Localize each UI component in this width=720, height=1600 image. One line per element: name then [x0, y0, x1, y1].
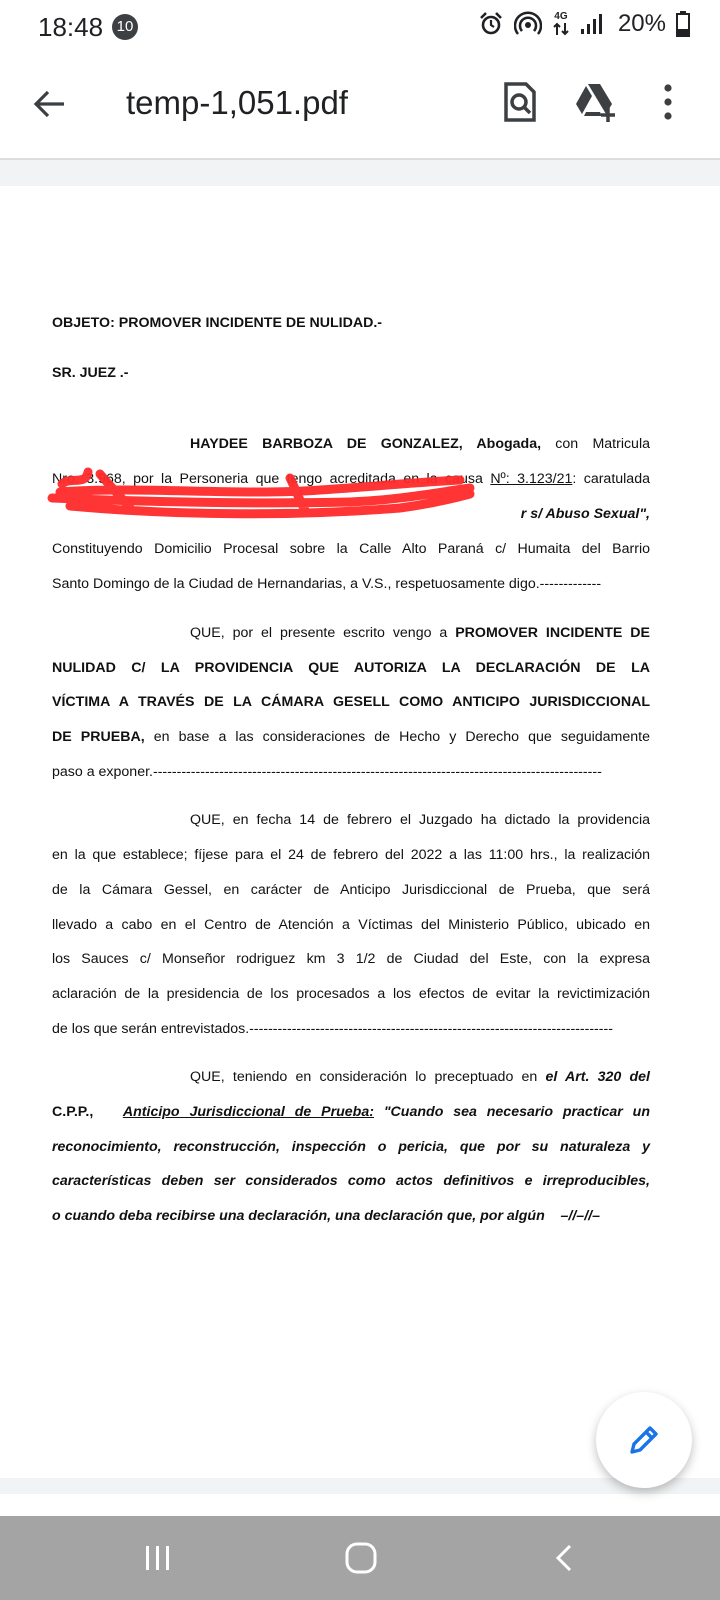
doc-line: llevado a cabo en el Centro de Atención a Víctimas del Ministerio Público, ubicado en [52, 917, 650, 933]
doc-line: QUE, en fecha 14 de febrero el Juzgado ha dictado la providencia [190, 812, 650, 828]
more-vert-icon [646, 80, 690, 124]
battery-icon [676, 11, 690, 37]
add-to-drive-button[interactable] [574, 80, 618, 124]
doc-line: QUE, por el presente escrito vengo a PROMOVER INCIDENTE DE [190, 625, 650, 641]
doc-line: DE PRUEBA, en base a las consideraciones de Hecho y Derecho que seguidamente [52, 729, 650, 745]
recents-icon [143, 1544, 173, 1572]
signal-icon [580, 13, 604, 35]
doc-line: QUE, teniendo en consideración lo preceptuado en el Art. 320 del [190, 1069, 651, 1085]
doc-line: VÍCTIMA A TRAVÉS DE LA CÁMARA GESELL COMO ANTICIPO JURISDICCIONAL [52, 694, 650, 710]
doc-line: características deben ser considerados como actos definitivos e irreproducibles, [52, 1173, 650, 1189]
doc-line: de la Cámara Gessel, en carácter de Anticipo Jurisdiccional de Prueba, que será [52, 882, 650, 898]
alarm-icon [478, 11, 504, 37]
find-in-document-button[interactable] [498, 80, 542, 124]
file-title: temp-1,051.pdf [126, 84, 348, 121]
doc-line: SR. JUEZ .- [52, 365, 129, 381]
pdf-viewer[interactable] [0, 160, 720, 1516]
doc-line: NULIDAD C/ LA PROVIDENCIA QUE AUTORIZA LA DECLARACIÓN DE LA [52, 660, 650, 676]
back-arrow-icon [30, 84, 70, 124]
doc-line: HAYDEE BARBOZA DE GONZALEZ, Abogada, con Matricula [190, 436, 650, 452]
doc-line: o cuando deba recibirse una declaración, una declaración que, por algún –//–//– [52, 1208, 600, 1224]
search-document-icon [498, 80, 542, 124]
recent-apps-button[interactable] [134, 1534, 182, 1582]
hotspot-icon [514, 11, 542, 37]
doc-line: reconocimiento, reconstrucción, inspección o pericia, que por su naturaleza y [52, 1139, 650, 1155]
status-icons [478, 10, 690, 38]
doc-line: paso a exponer.----------------------------------------------------------------------------------------------- [52, 764, 602, 780]
home-button[interactable] [337, 1534, 385, 1582]
doc-line: OBJETO: PROMOVER INCIDENTE DE NULIDAD.- [52, 315, 383, 331]
doc-line: de los que serán entrevistados.----------------------------------------------------------------------------- [52, 1021, 613, 1037]
back-button[interactable] [30, 84, 70, 124]
pencil-icon [626, 1422, 662, 1458]
navigation-bar [0, 1516, 720, 1600]
pdf-page [0, 186, 720, 1478]
back-chevron-icon [552, 1543, 576, 1573]
drive-add-icon [574, 80, 618, 124]
doc-line: los Sauces c/ Monseñor rodriguez km 3 1/2 de Ciudad del Este, con la expresa [52, 951, 650, 967]
more-options-button[interactable] [646, 80, 690, 124]
next-pdf-page-edge [0, 1494, 720, 1516]
doc-line: Santo Domingo de la Ciudad de Hernandarias, a V.S., respetuosamente digo.------------- [52, 576, 602, 592]
doc-line: r s/ Abuso Sexual", [520, 506, 650, 522]
status-time: 18:48 [38, 12, 104, 42]
home-icon [344, 1541, 378, 1575]
network-type-icon: 4G [552, 12, 570, 36]
doc-line: Constituyendo Domicilio Procesal sobre la Calle Alto Paraná c/ Humaita del Barrio [52, 541, 650, 557]
edit-button[interactable] [596, 1392, 692, 1488]
redaction-scribble [0, 186, 720, 586]
doc-line: Nro. 3.968, por la Personeria que tengo acreditada en la causa Nº: 3.123/21: caratulada [52, 471, 650, 487]
doc-line: aclaración de la presidencia de los procesados a los efectos de evitar la revictimización [52, 986, 650, 1002]
battery-percent: 20% [617, 10, 666, 37]
notification-count-badge: 10 [112, 14, 138, 40]
doc-line: C.P.P., Anticipo Jurisdiccional de Prueba: "Cuando sea necesario practicar un [52, 1104, 650, 1120]
doc-line: en la que establece; fíjese para el 24 de febrero del 2022 a las 11:00 hrs., la realización [52, 847, 650, 863]
status-bar [0, 0, 720, 56]
back-nav-button[interactable] [540, 1534, 588, 1582]
app-bar [0, 56, 720, 160]
